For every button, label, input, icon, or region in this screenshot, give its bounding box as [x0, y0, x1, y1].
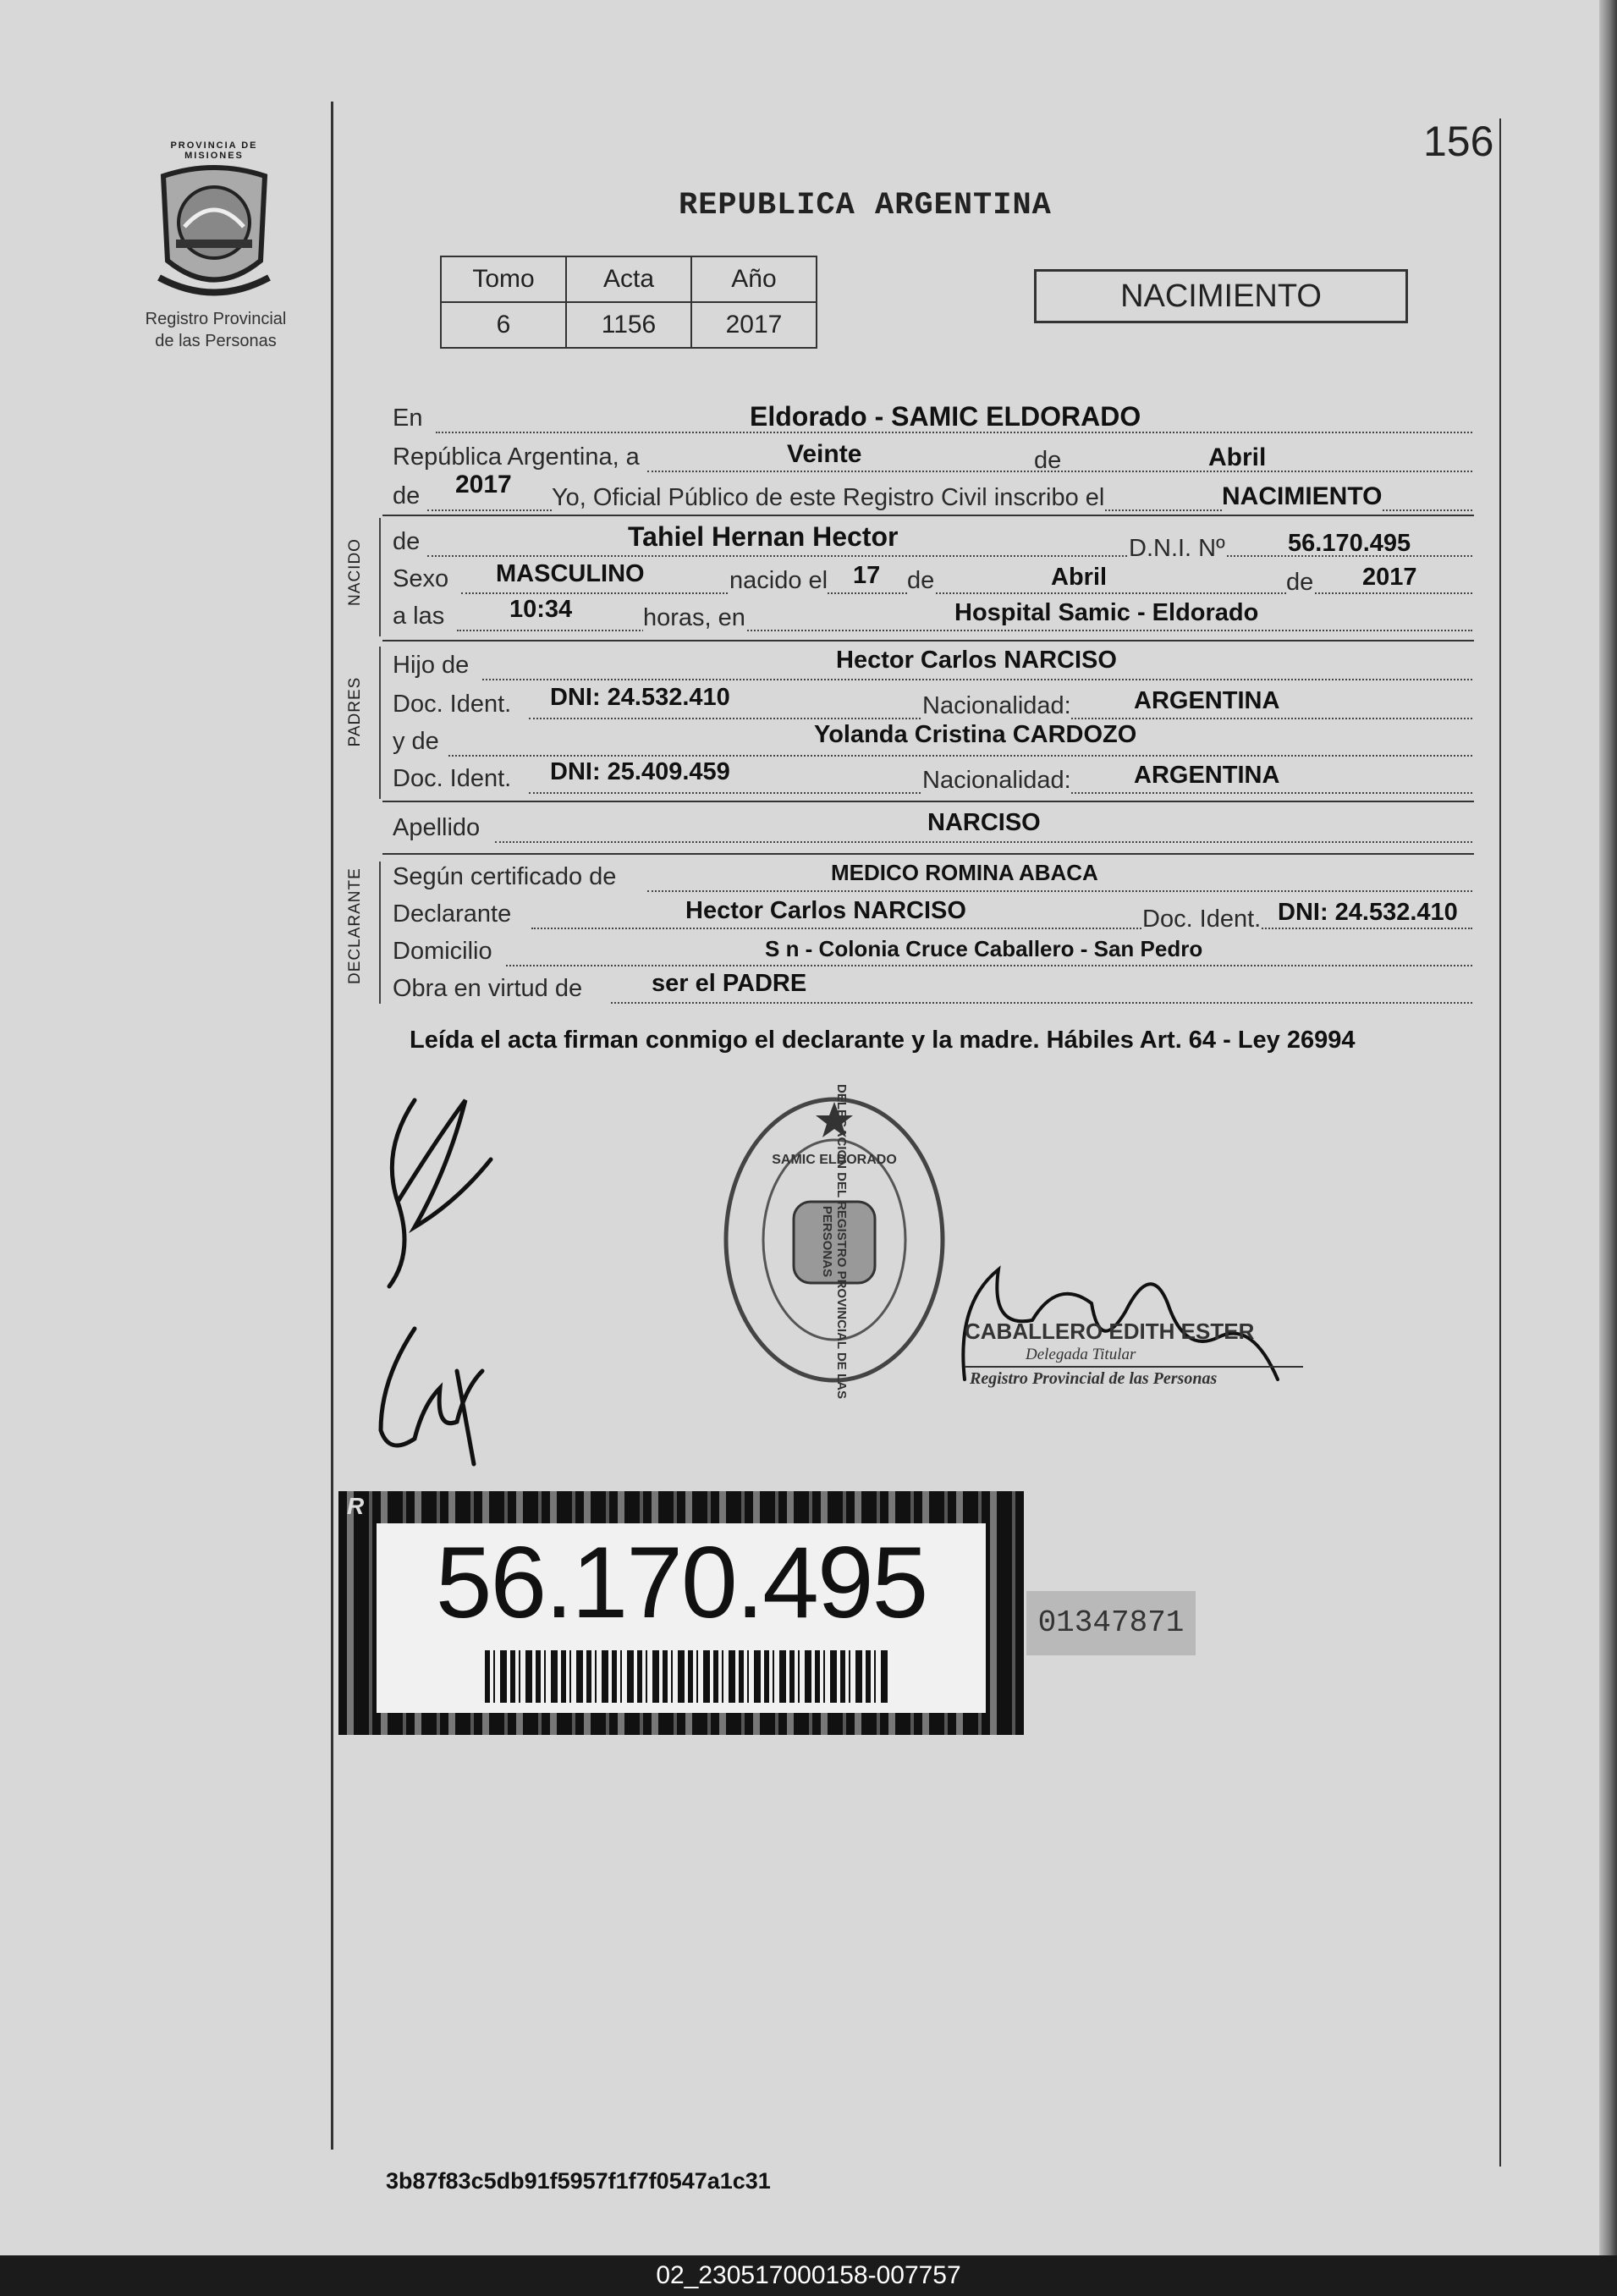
value-anio: 2017	[455, 471, 512, 498]
value-nacido-anio: 2017	[1362, 564, 1417, 591]
value-dia: Veinte	[787, 440, 862, 468]
value-obra: ser el PADRE	[652, 970, 807, 997]
label-doc-ident-2: Doc. Ident.	[393, 765, 512, 792]
value-lugar-nac: Hospital Samic - Eldorado	[954, 599, 1259, 626]
signature-madre	[364, 1320, 516, 1473]
label-nacido-el: nacido el	[729, 567, 828, 594]
page-edge	[1599, 0, 1617, 2255]
ref-header-acta: Acta	[566, 256, 691, 302]
official-role: Delegada Titular	[1026, 1346, 1136, 1363]
value-mes: Abril	[1208, 443, 1267, 471]
rule-3	[382, 801, 1474, 802]
label-de-nac-anio: de	[1286, 569, 1314, 596]
label-republica: República Argentina, a	[393, 443, 640, 471]
label-doc-ident-1: Doc. Ident.	[393, 691, 512, 718]
barcode-label	[338, 1491, 1024, 1735]
value-declarante-doc: DNI: 24.532.410	[1278, 899, 1458, 926]
label-apellido: Apellido	[393, 814, 481, 841]
stamp-inner-text: SAMIC ELDORADO	[772, 1153, 897, 1167]
ref-header-tomo: Tomo	[441, 256, 566, 302]
logo-caption-2: de las Personas	[155, 332, 277, 350]
label-de-nombre: de	[393, 528, 421, 555]
section-declarante: DECLARANTE	[346, 867, 364, 984]
document-type: NACIMIENTO	[1034, 269, 1408, 323]
official-name: CABALLERO EDITH ESTER	[965, 1319, 1255, 1344]
barcode-bars	[485, 1650, 891, 1703]
ref-value-acta: 1156	[566, 302, 691, 348]
value-dni: 56.170.495	[1288, 530, 1411, 557]
value-sexo: MASCULINO	[496, 560, 645, 587]
ref-value-anio: 2017	[691, 302, 817, 348]
label-sexo: Sexo	[393, 565, 449, 592]
reference-table	[440, 256, 817, 349]
official-rule	[965, 1366, 1303, 1368]
label-yo-oficial: Yo, Oficial Público de este Registro Civil inscribo el	[552, 484, 1105, 511]
ref-header-anio: Año	[691, 256, 817, 302]
nacido-bar	[379, 518, 381, 636]
label-declarante: Declarante	[393, 900, 512, 928]
label-y-de: y de	[393, 728, 439, 755]
value-declarante: Hector Carlos NARCISO	[685, 897, 966, 924]
value-nombre: Tahiel Hernan Hector	[628, 521, 899, 552]
label-de-anio: de	[393, 482, 421, 509]
document-hash: 3b87f83c5db91f5957f1f7f0547a1c31	[386, 2168, 771, 2194]
label-nacionalidad-2: Nacionalidad:	[922, 767, 1071, 794]
section-nacido: NACIDO	[346, 538, 364, 606]
barcode-number: 56.170.495	[435, 1526, 927, 1639]
dotline-5	[461, 592, 1472, 594]
value-madre-doc: DNI: 25.409.459	[550, 758, 730, 785]
logo-caption-1: Registro Provincial	[145, 310, 287, 328]
value-madre-nac: ARGENTINA	[1134, 762, 1280, 789]
logo-text: PROVINCIA DE MISIONES	[170, 140, 258, 161]
label-en: En	[393, 405, 423, 432]
declarante-bar	[379, 862, 381, 1004]
barcode-letter: R	[347, 1493, 365, 1519]
control-number: 01347871	[1026, 1591, 1196, 1655]
province-logo	[142, 140, 286, 303]
value-nacido-dia: 17	[853, 562, 881, 589]
label-obra: Obra en virtud de	[393, 975, 583, 1002]
label-dni: D.N.I. Nº	[1129, 535, 1225, 562]
page-number: 156	[1423, 118, 1494, 165]
dotline-7	[482, 679, 1472, 680]
value-certificado: MEDICO ROMINA ABACA	[831, 860, 1098, 885]
dotline-12	[647, 890, 1472, 892]
rule-2	[382, 640, 1474, 641]
label-doc-ident-3: Doc. Ident.	[1142, 906, 1262, 933]
scan-id: 02_230517000158-007757	[0, 2255, 1617, 2296]
dotline-11	[495, 841, 1472, 843]
official-office: Registro Provincial de las Personas	[970, 1369, 1218, 1388]
label-a-las: a las	[393, 603, 445, 630]
rule-4	[382, 853, 1474, 855]
label-de-mes: de	[1034, 447, 1062, 474]
right-margin-line	[1499, 118, 1501, 2167]
value-padre: Hector Carlos NARCISO	[836, 647, 1117, 674]
value-nacido-mes: Abril	[1051, 564, 1108, 591]
ref-value-tomo: 6	[441, 302, 566, 348]
dotline-15	[611, 1002, 1472, 1004]
value-domicilio: S n - Colonia Cruce Caballero - San Pedro	[765, 936, 1203, 961]
rule-1	[382, 515, 1474, 516]
dotline-6	[457, 630, 1472, 631]
barcode-panel	[377, 1523, 986, 1713]
label-nacionalidad-1: Nacionalidad:	[922, 692, 1071, 719]
value-padre-doc: DNI: 24.532.410	[550, 684, 730, 711]
stamp-ring-text: DELEGACION DEL REGISTRO PROVINCIAL DE LAS PERSONAS	[820, 1084, 849, 1399]
left-margin-line	[331, 102, 333, 2150]
label-horas-en: horas, en	[643, 604, 745, 631]
signature-declarante	[364, 1083, 516, 1303]
section-padres: PADRES	[346, 676, 364, 747]
dotline-13	[531, 928, 1472, 929]
label-domicilio: Domicilio	[393, 938, 492, 965]
country-title: REPUBLICA ARGENTINA	[679, 188, 1052, 223]
value-hora: 10:34	[509, 596, 573, 623]
dotline-9	[448, 755, 1472, 757]
label-segun-cert: Según certificado de	[393, 863, 617, 890]
value-acto: NACIMIENTO	[1222, 482, 1383, 510]
value-padre-nac: ARGENTINA	[1134, 687, 1280, 714]
closing-text: Leída el acta firman conmigo el declarante y la madre. Hábiles Art. 64 - Ley 26994	[410, 1027, 1356, 1054]
dotline-14	[506, 965, 1472, 966]
padres-bar	[379, 647, 381, 799]
official-stamp	[719, 1084, 949, 1399]
value-apellido: NARCISO	[927, 809, 1041, 836]
label-hijo-de: Hijo de	[393, 652, 470, 679]
value-madre: Yolanda Cristina CARDOZO	[814, 721, 1137, 748]
label-de-nac-mes: de	[907, 567, 935, 594]
value-lugar: Eldorado - SAMIC ELDORADO	[750, 401, 1141, 432]
